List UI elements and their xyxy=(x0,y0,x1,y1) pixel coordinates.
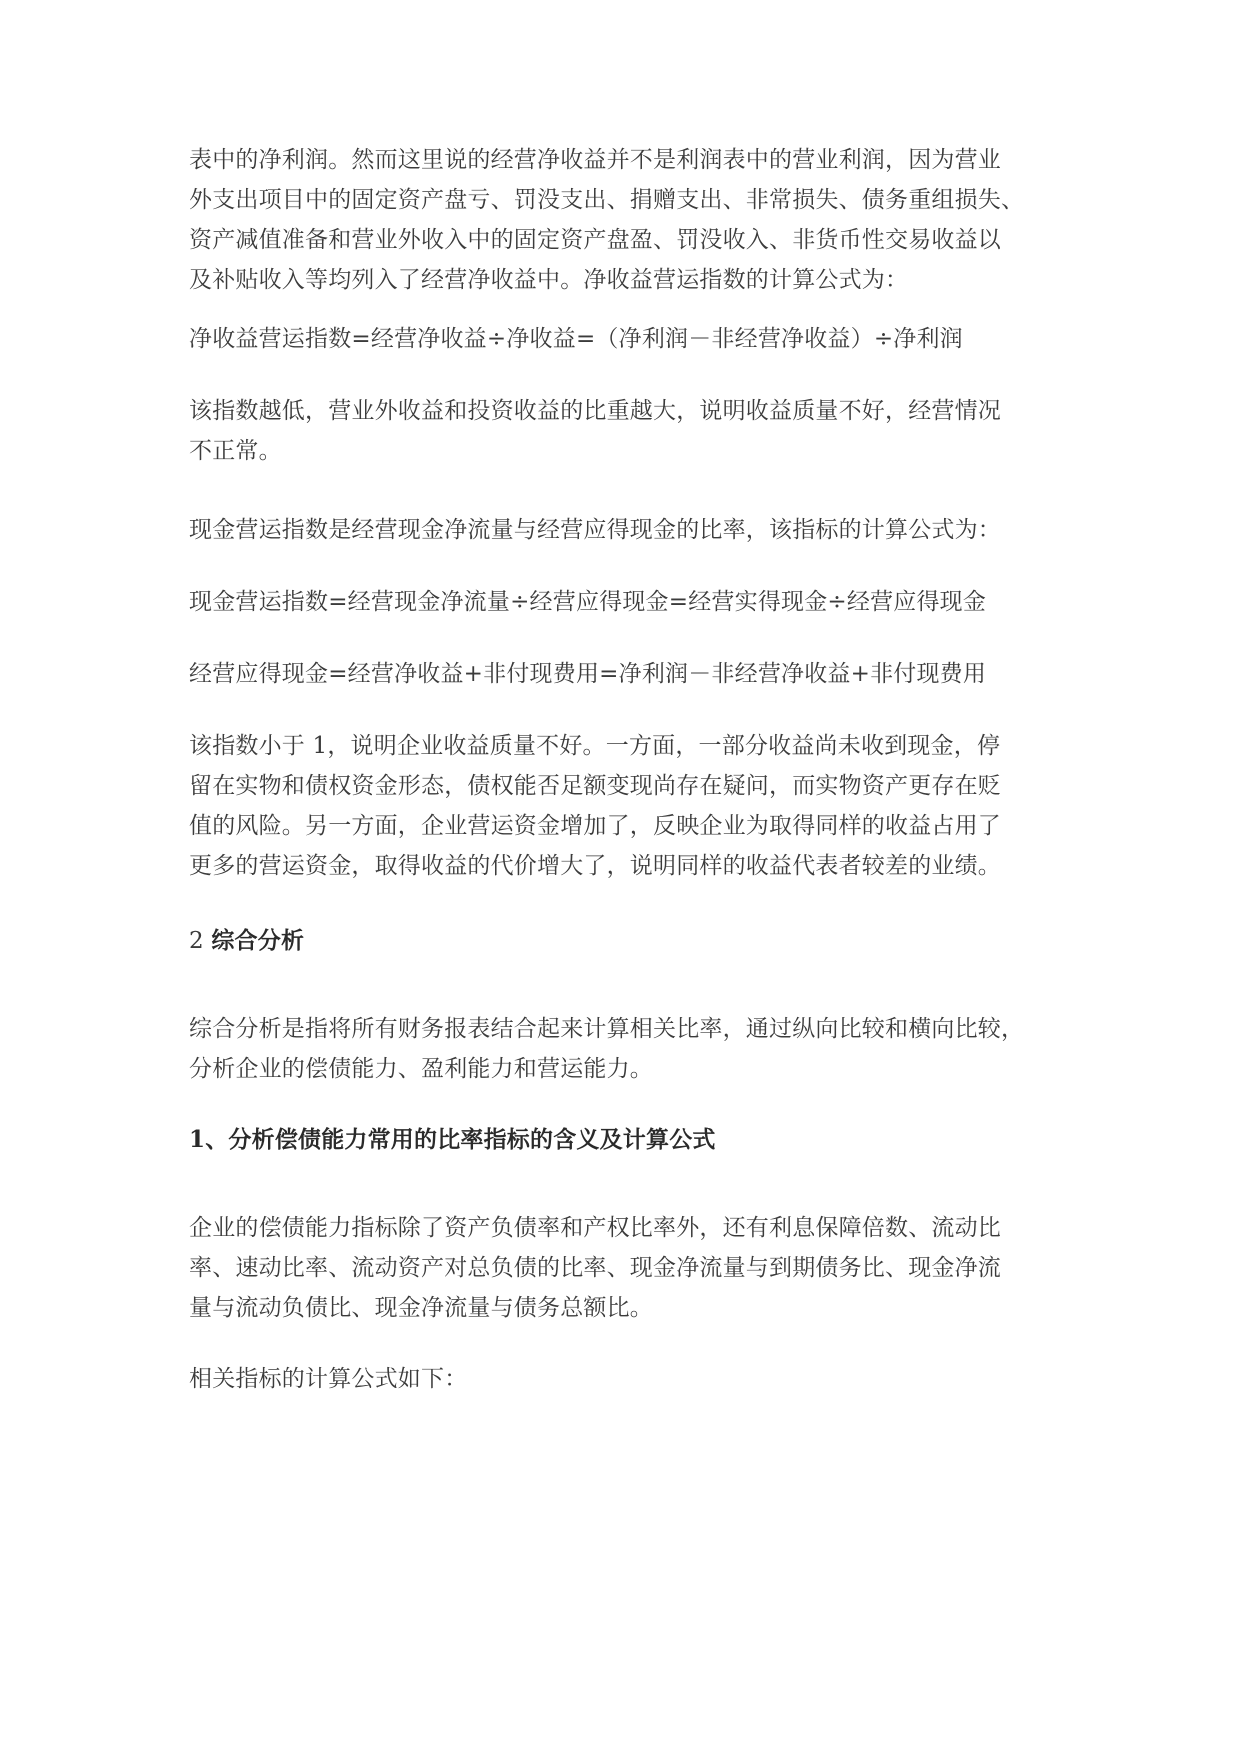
paragraph-net-income-definition: 表中的净利润。然而这里说的经营净收益并不是利润表中的营业利润，因为营业 外支出项目中的固定资产盘亏、罚没支出、捐赠支出、非常损失、债务重组损失、 资产减值准备和营业外收入中的固定资产盘盈、罚没收入、非货币性交易收益以 及补贴收入等均列入了经营净收益中。净收益营运指数的计算公式为： xyxy=(189,147,1025,293)
paragraph-solvency-indicators: 企业的偿债能力指标除了资产负债率和产权比率外，还有利息保障倍数、流动比 率、速动比率、流动资产对总负债的比率、现金净流量与到期债务比、现金净流 量与流动负债比、现金净流量与债务总额比。 xyxy=(189,1215,1001,1321)
formula-cash-operating-index: 现金营运指数=经营现金净流量÷经营应得现金=经营实得现金÷经营应得现金 xyxy=(189,589,987,615)
paragraph-comprehensive-analysis: 综合分析是指将所有财务报表结合起来计算相关比率，通过纵向比较和横向比较， 分析企业的偿债能力、盈利能力和营运能力。 xyxy=(189,1016,1025,1082)
section-heading xyxy=(189,921,1069,961)
formula-net-income-operating-index: 净收益营运指数=经营净收益÷净收益=（净利润－非经营净收益）÷净利润 xyxy=(189,326,963,352)
section-title: 综合分析 xyxy=(211,927,305,954)
formula-operating-cash-due: 经营应得现金=经营净收益+非付现费用=净利润－非经营净收益+非付现费用 xyxy=(189,661,987,687)
paragraph-cash-operating-index-definition: 现金营运指数是经营现金净流量与经营应得现金的比率，该指标的计算公式为： xyxy=(189,517,1001,543)
subsection-heading: 1、分析偿债能力常用的比率指标的含义及计算公式 xyxy=(189,1126,716,1153)
paragraph-index-low-meaning: 该指数越低，营业外收益和投资收益的比重越大，说明收益质量不好，经营情况 不正常。 xyxy=(189,398,1001,464)
paragraph-formulas-intro: 相关指标的计算公式如下： xyxy=(189,1366,468,1392)
section-number: 2 xyxy=(189,928,212,954)
paragraph-index-below-one: 该指数小于 1，说明企业收益质量不好。一方面，一部分收益尚未收到现金，停 留在实物和债权资金形态，债权能否足额变现尚存在疑问，而实物资产更存在贬 值的风险。另一方面，企业营运资金增加了，反映企业为取得同样的收益占用了 更多的营运资金，取得收益的代价增大了，说明同样的收益代表者较差的业绩。 xyxy=(189,733,1001,879)
